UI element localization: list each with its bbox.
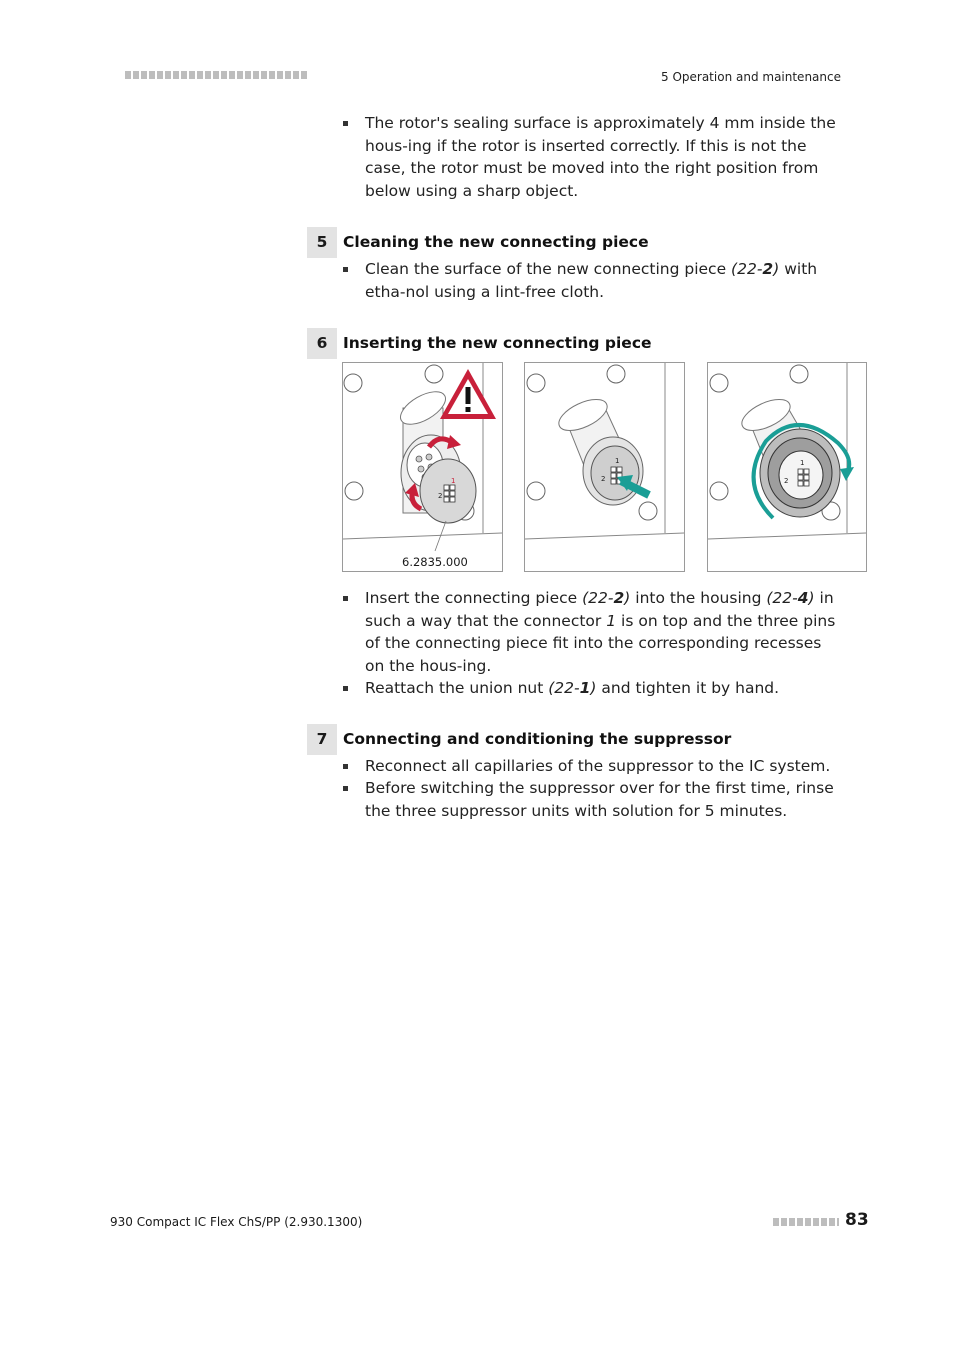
bullet-text: Before switching the suppressor over for the first time, rinse the three suppressor units with solution for 5 minutes. xyxy=(365,779,834,820)
figure-panel-tighten-nut xyxy=(707,362,867,572)
list-item xyxy=(343,755,843,778)
header-decoration xyxy=(125,71,307,79)
pin-label-1: 1 xyxy=(451,477,456,485)
figure-panel-remove-rotor xyxy=(342,362,503,572)
footer-decoration xyxy=(773,1218,839,1226)
step-number: 7 xyxy=(307,724,337,755)
bullet-marker xyxy=(343,764,348,769)
illustration xyxy=(708,363,866,571)
step-title: Connecting and conditioning the suppressor xyxy=(343,730,732,748)
bullet-marker xyxy=(343,267,348,272)
pin-label-2: 2 xyxy=(784,477,789,485)
bullet-text: Reattach the union nut (22-1) and tighten it by hand. xyxy=(365,679,780,697)
bullet-text: Reconnect all capillaries of the suppressor to the IC system. xyxy=(365,757,831,775)
bullet-text: The rotor's sealing surface is approximately 4 mm inside the hous-ing if the rotor is inserted correctly. If this is not the case, the rotor must be moved into the right position from below using a sharp object. xyxy=(365,114,836,200)
pin-label-2: 2 xyxy=(438,492,443,500)
bullet-text: Clean the surface of the new connecting piece (22-2) with etha-nol using a lint-free cloth. xyxy=(365,260,818,301)
step-title: Inserting the new connecting piece xyxy=(343,334,652,352)
illustration xyxy=(525,363,684,571)
bullet-marker xyxy=(343,121,348,126)
illustration xyxy=(343,363,502,571)
footer-document-title: 930 Compact IC Flex ChS/PP (2.930.1300) xyxy=(110,1215,363,1229)
figure-part-number: 6.2835.000 xyxy=(402,555,468,569)
pin-label-2: 2 xyxy=(601,475,606,483)
pin-label-1: 1 xyxy=(615,457,620,465)
list-item xyxy=(343,112,843,202)
bullet-marker xyxy=(343,596,348,601)
list-item xyxy=(343,258,843,303)
bullet-text: Insert the connecting piece (22-2) into the housing (22-4) in such a way that the connector 1 is on top and the three pins of the connecting piece fit into the corresponding recesses on the hous-ing. xyxy=(365,589,836,675)
warning-triangle-icon xyxy=(440,369,496,419)
list-item xyxy=(343,587,843,677)
step-number: 6 xyxy=(307,328,337,359)
step-title: Cleaning the new connecting piece xyxy=(343,233,649,251)
step-number: 5 xyxy=(307,227,337,258)
bullet-marker xyxy=(343,786,348,791)
figure-panel-insert-piece xyxy=(524,362,685,572)
list-item xyxy=(343,677,843,700)
pin-label-1: 1 xyxy=(800,459,805,467)
list-item xyxy=(343,777,843,822)
bullet-marker xyxy=(343,686,348,691)
page-number: 83 xyxy=(845,1210,869,1230)
header-section-title: 5 Operation and maintenance xyxy=(661,70,841,84)
